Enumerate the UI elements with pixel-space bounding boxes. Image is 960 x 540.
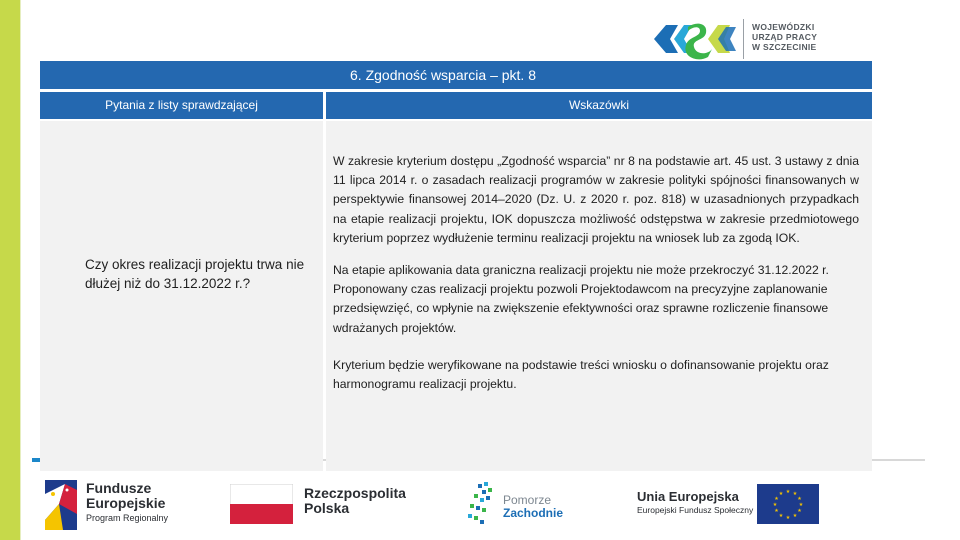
svg-text:★: ★ — [792, 491, 798, 497]
svg-text:★: ★ — [772, 502, 778, 508]
hint-paragraph-1: W zakresie kryterium dostępu „Zgodność wsparcia” nr 8 na podstawie art. 45 ust. 3 ustawy z dnia 11 lipca 2014 r. o zasadach realizacji programów w zakresie polityki spójności finansowanych w perspektywie finansowej 2014–2020 (Dz. U. z 2020 r. poz. 818) w uzasadnionych przypadkach na etapie realizacji projektu, IOK dopuszcza możliwość odstępstwa w zakresie przedmiotowego kryterium poprzez wydłużenie terminu realizacji projektu na wniosek lub za zgodą IOK. — [333, 154, 859, 245]
footer-logos — [0, 472, 960, 540]
ue-subtitle: Europejski Fundusz Społeczny — [637, 505, 754, 515]
column-header-hints: Wskazówki — [568, 98, 629, 112]
column-header-questions: Pytania z listy sprawdzającej — [105, 98, 258, 112]
hints-text — [333, 152, 859, 394]
eu-flag-icon — [757, 484, 819, 524]
hint-paragraph-2: Na etapie aplikowania data graniczna realizacji projektu nie może przekroczyć 31.12.2022 r. — [333, 263, 829, 278]
wup-logo-text — [752, 22, 817, 52]
fundusze-europejskie-logo-icon — [45, 480, 77, 530]
svg-text:★: ★ — [785, 489, 791, 495]
pomorze-zachodnie-text — [503, 494, 563, 520]
wup-logo-line3: W SZCZECINIE — [752, 42, 817, 52]
rp-line1: Rzeczpospolita — [304, 485, 406, 501]
svg-text:★: ★ — [778, 513, 784, 519]
unia-europejska-text — [637, 489, 753, 516]
svg-text:★: ★ — [774, 508, 779, 514]
svg-text:★: ★ — [798, 502, 804, 508]
pz-line2: Zachodnie — [503, 506, 564, 520]
ue-title: Unia Europejska — [637, 489, 739, 504]
hints-cell — [326, 121, 872, 471]
svg-text:★: ★ — [797, 496, 802, 502]
fundusze-europejskie-text — [86, 481, 168, 524]
wup-logo-line1: WOJEWÓDZKI — [752, 22, 815, 32]
table-title-bar — [40, 61, 872, 89]
rp-line2: Polska — [304, 500, 350, 516]
hint-paragraph-3: Proponowany czas realizacji projektu pozwoli Projektodawcom na precyzyjne zaplanowanie przedsięwzięć, co wpłynie na zwiększenie efektywności oraz sprawne rozliczenie finansowe wdrażanych projektów. — [333, 282, 829, 335]
question-text: Czy okres realizacji projektu trwa nie dłużej niż do 31.12.2022 r.? — [85, 257, 305, 291]
criteria-table — [40, 61, 872, 471]
pomorze-zachodnie-logo-icon — [464, 480, 498, 528]
svg-text:★: ★ — [785, 515, 791, 521]
logo-divider — [743, 19, 744, 59]
svg-text:★: ★ — [792, 513, 798, 519]
fe-title-line2: Europejskie — [86, 495, 166, 511]
wup-logo-line2: URZĄD PRACY — [752, 32, 818, 42]
table-header-row — [40, 92, 872, 119]
polish-flag-icon — [230, 484, 293, 524]
svg-text:★: ★ — [778, 491, 784, 497]
pz-line1: Pomorze — [503, 493, 552, 507]
table-title: 6. Zgodność wsparcia – pkt. 8 — [350, 67, 536, 83]
question-cell — [40, 121, 323, 471]
svg-text:★: ★ — [797, 508, 802, 514]
left-decorative-stripe — [0, 0, 20, 540]
hint-paragraph-4: Kryterium będzie weryfikowane na podstawie treści wniosku o dofinansowanie projektu oraz harmonogramu realizacji projektu. — [333, 357, 829, 392]
svg-text:★: ★ — [774, 496, 779, 502]
fe-title-line1: Fundusze — [86, 480, 152, 496]
fe-subtitle: Program Regionalny — [86, 513, 169, 523]
rzeczpospolita-polska-text — [304, 486, 406, 516]
